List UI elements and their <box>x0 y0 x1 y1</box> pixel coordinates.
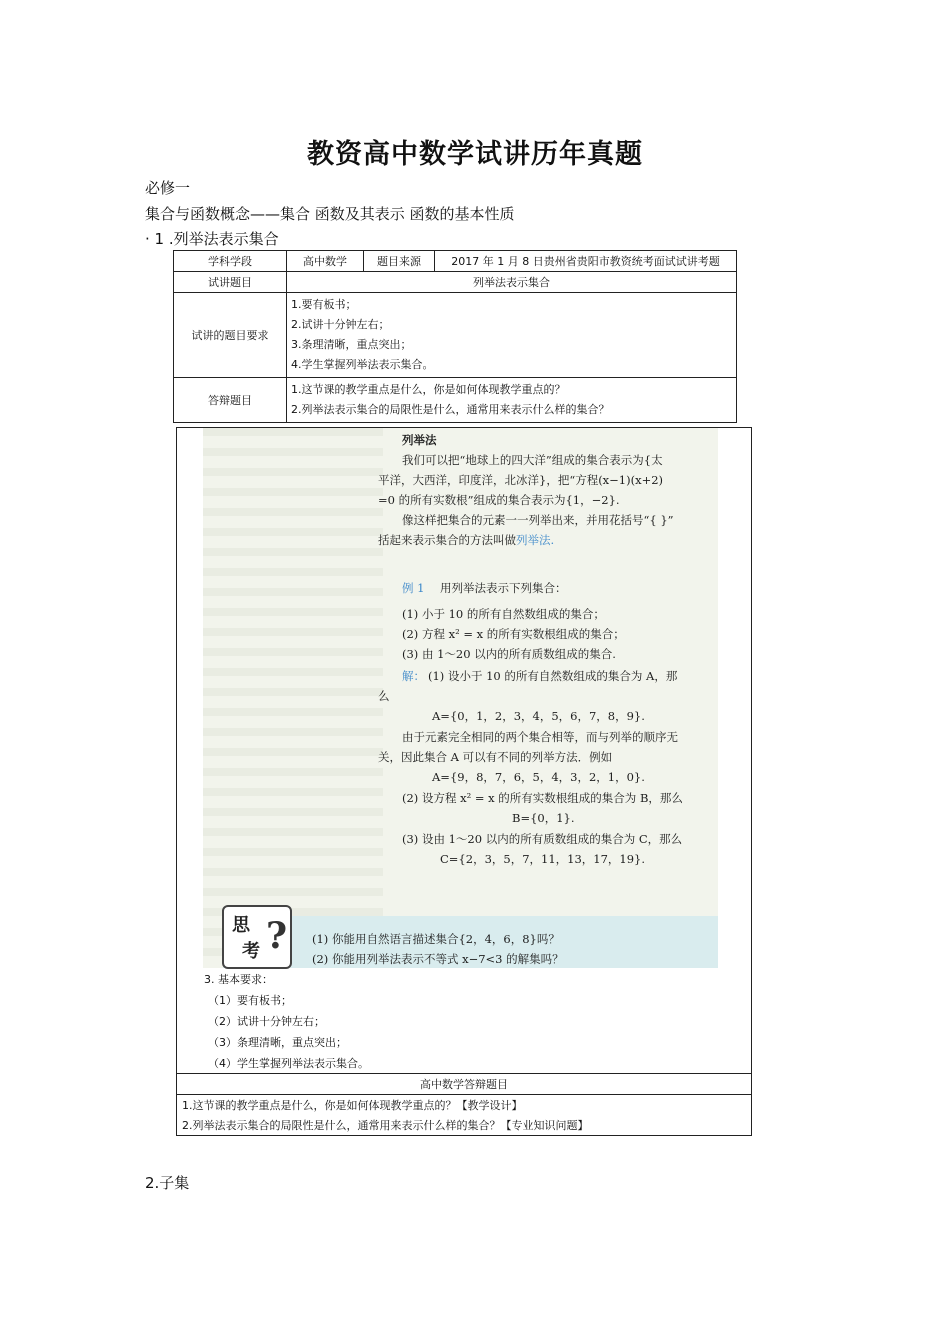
think-question: (1) 你能用自然语言描述集合{2，4，6，8}吗？ <box>312 932 560 946</box>
divider <box>176 1094 752 1095</box>
book-text: 平洋，大西洋，印度洋，北冰洋}，把“方程(x−1)(x+2) <box>378 473 664 487</box>
cell-defense <box>287 378 737 423</box>
solution-text: (2) 设方程 x² = x 的所有实数根组成的集合为 B，那么 <box>402 791 683 805</box>
answer-question: 1.这节课的教学重点是什么，你是如何体现教学重点的？【教学设计】 <box>182 1099 523 1112</box>
info-table <box>173 250 737 423</box>
cell-source-value: 2017 年 1 月 8 日贵州省贵阳市教资统考面试试讲考题 <box>435 251 737 272</box>
set-line: C={2，3，5，7，11，13，17，19}. <box>440 852 646 866</box>
answers-heading: 高中数学答辩题目 <box>420 1078 508 1091</box>
think-question: (2) 你能用列举法表示不等式 x−7<3 的解集吗？ <box>312 952 564 966</box>
think-char: 思 <box>232 915 250 936</box>
requirement-line: （1）要有板书； <box>208 994 292 1007</box>
divider <box>176 1073 752 1074</box>
cell-requirements-label: 试讲的题目要求 <box>174 293 287 378</box>
book-text: =0 的所有实数根”组成的集合表示为{1，−2}. <box>378 493 620 507</box>
book-text <box>378 532 554 548</box>
example-item: (1) 小于 10 的所有自然数组成的集合； <box>402 607 605 621</box>
solution-text: (1) 设小于 10 的所有自然数组成的集合为 A，那 <box>428 669 678 683</box>
cell-source-label: 题目来源 <box>364 251 435 272</box>
subtitle-textbook: 必修一 <box>145 179 191 197</box>
cell-subject-label: 学科学段 <box>174 251 287 272</box>
book-text: 我们可以把“地球上的四大洋”组成的集合表示为{太 <box>402 453 663 467</box>
section-heading-1: · 1 .列举法表示集合 <box>145 230 279 248</box>
faded-left-text <box>203 428 383 968</box>
set-line: A={0，1，2，3，4，5，6，7，8，9}. <box>432 709 645 723</box>
example-title: 用列举法表示下列集合： <box>440 581 567 595</box>
book-heading: 列举法 <box>402 433 437 447</box>
requirement-item: 2.试讲十分钟左右； <box>291 318 390 331</box>
solution-text: 么 <box>378 689 390 703</box>
cell-topic-value: 列举法表示集合 <box>287 272 737 293</box>
solution-text: (3) 设由 1～20 以内的所有质数组成的集合为 C，那么 <box>402 832 683 846</box>
question-mark-icon: ? <box>266 915 288 957</box>
requirement-item: 3.条理清晰，重点突出； <box>291 338 412 351</box>
requirement-item: 1.要有板书； <box>291 298 357 311</box>
solution-tag: 解： <box>402 669 425 683</box>
defense-item: 1.这节课的教学重点是什么，你是如何体现教学重点的？ <box>291 383 566 396</box>
set-line: A={9，8，7，6，5，4，3，2，1，0}. <box>432 770 645 784</box>
cell-subject-value: 高中数学 <box>287 251 364 272</box>
book-text: 像这样把集合的元素一一列举出来，并用花括号“{ }” <box>402 513 674 527</box>
solution-text: 关，因此集合 A 可以有不同的列举方法．例如 <box>378 750 613 764</box>
requirement-line: （4）学生掌握列举法表示集合。 <box>208 1057 369 1070</box>
requirement-item: 4.学生掌握列举法表示集合。 <box>291 358 434 371</box>
example-tag: 例 1 <box>402 581 425 595</box>
example-item: (2) 方程 x² = x 的所有实数根组成的集合； <box>402 627 625 641</box>
example-item: (3) 由 1～20 以内的所有质数组成的集合. <box>402 647 616 661</box>
subtitle-chapter: 集合与函数概念——集合 函数及其表示 函数的基本性质 <box>145 205 515 223</box>
book-text-part: 括起来表示集合的方法叫做 <box>378 533 516 547</box>
answer-question: 2.列举法表示集合的局限性是什么，通常用来表示什么样的集合？【专业知识问题】 <box>182 1119 589 1132</box>
cell-defense-label: 答辩题目 <box>174 378 287 423</box>
think-char: 考 <box>242 941 260 962</box>
set-line: B={0，1}. <box>512 811 575 825</box>
cell-topic-label: 试讲题目 <box>174 272 287 293</box>
page-title: 教资高中数学试讲历年真题 <box>307 139 643 170</box>
requirements-heading: 3. 基本要求： <box>204 973 273 986</box>
section-heading-2: 2.子集 <box>145 1174 190 1192</box>
book-term: 列举法. <box>516 533 555 547</box>
think-icon <box>222 905 292 969</box>
defense-item: 2.列举法表示集合的局限性是什么，通常用来表示什么样的集合？ <box>291 403 610 416</box>
cell-requirements <box>287 293 737 378</box>
requirement-line: （3）条理清晰，重点突出； <box>208 1036 347 1049</box>
textbook-scan <box>203 428 718 968</box>
requirement-line: （2）试讲十分钟左右； <box>208 1015 325 1028</box>
solution-text: 由于元素完全相同的两个集合相等，而与列举的顺序无 <box>402 730 678 744</box>
